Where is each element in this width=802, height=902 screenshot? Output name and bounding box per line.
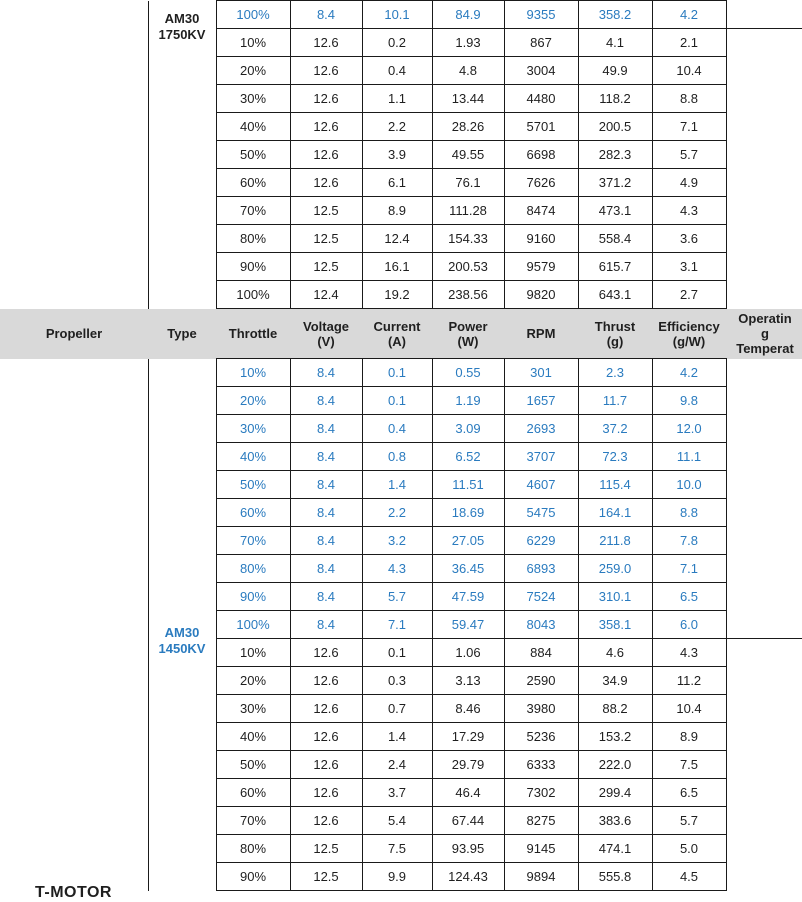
cell-rpm: 8043 bbox=[504, 611, 578, 639]
cell-efficiency: 10.0 bbox=[652, 471, 726, 499]
cell-voltage: 12.6 bbox=[290, 85, 362, 113]
header-voltage: Voltage (V) bbox=[303, 318, 349, 349]
cell-efficiency: 2.1 bbox=[652, 29, 726, 57]
operating-temperature-cell bbox=[726, 835, 802, 863]
cell-power: 124.43 bbox=[432, 863, 504, 891]
cell-voltage: 12.6 bbox=[290, 751, 362, 779]
cell-current: 2.2 bbox=[362, 113, 432, 141]
cell-power: 1.93 bbox=[432, 29, 504, 57]
cell-voltage: 12.6 bbox=[290, 695, 362, 723]
cell-current: 0.2 bbox=[362, 29, 432, 57]
cell-voltage: 12.5 bbox=[290, 197, 362, 225]
propeller-cell bbox=[0, 359, 148, 891]
header-efficiency: Efficiency (g/W) bbox=[658, 318, 720, 349]
cell-throttle: 90% bbox=[216, 253, 290, 281]
cell-power: 46.4 bbox=[432, 779, 504, 807]
cell-voltage: 8.4 bbox=[290, 1, 362, 29]
cell-efficiency: 7.1 bbox=[652, 555, 726, 583]
cell-power: 11.51 bbox=[432, 471, 504, 499]
cell-voltage: 12.6 bbox=[290, 57, 362, 85]
cell-throttle: 50% bbox=[216, 141, 290, 169]
cell-throttle: 90% bbox=[216, 863, 290, 891]
cell-voltage: 12.5 bbox=[290, 253, 362, 281]
operating-temperature-cell bbox=[726, 253, 802, 281]
cell-power: 47.59 bbox=[432, 583, 504, 611]
cell-power: 28.26 bbox=[432, 113, 504, 141]
operating-temperature-cell bbox=[726, 197, 802, 225]
cell-throttle: 60% bbox=[216, 169, 290, 197]
cell-power: 67.44 bbox=[432, 807, 504, 835]
propeller-cell bbox=[0, 1, 148, 309]
operating-temperature-cell bbox=[726, 555, 802, 583]
cell-thrust: 310.1 bbox=[578, 583, 652, 611]
cell-voltage: 8.4 bbox=[290, 471, 362, 499]
cell-current: 0.8 bbox=[362, 443, 432, 471]
header-operating-temperature: Operatin g Temperat bbox=[736, 311, 794, 356]
header-thrust: Thrust (g) bbox=[594, 318, 636, 349]
cell-thrust: 11.7 bbox=[578, 387, 652, 415]
cell-throttle: 60% bbox=[216, 779, 290, 807]
cell-throttle: 80% bbox=[216, 835, 290, 863]
operating-temperature-cell bbox=[726, 57, 802, 85]
cell-voltage: 8.4 bbox=[290, 359, 362, 387]
cell-voltage: 8.4 bbox=[290, 415, 362, 443]
cell-thrust: 200.5 bbox=[578, 113, 652, 141]
cell-throttle: 70% bbox=[216, 197, 290, 225]
cell-current: 0.1 bbox=[362, 359, 432, 387]
cell-efficiency: 5.0 bbox=[652, 835, 726, 863]
cell-throttle: 40% bbox=[216, 443, 290, 471]
cell-power: 6.52 bbox=[432, 443, 504, 471]
cell-throttle: 50% bbox=[216, 471, 290, 499]
table-header-row bbox=[0, 309, 802, 359]
cell-efficiency: 2.7 bbox=[652, 281, 726, 309]
cell-rpm: 7626 bbox=[504, 169, 578, 197]
cell-power: 111.28 bbox=[432, 197, 504, 225]
cell-power: 36.45 bbox=[432, 555, 504, 583]
type-cell bbox=[148, 359, 216, 891]
cell-efficiency: 7.8 bbox=[652, 527, 726, 555]
operating-temperature-cell bbox=[726, 611, 802, 639]
cell-current: 0.4 bbox=[362, 57, 432, 85]
cell-throttle: 20% bbox=[216, 667, 290, 695]
cell-thrust: 88.2 bbox=[578, 695, 652, 723]
cell-efficiency: 5.7 bbox=[652, 141, 726, 169]
cell-rpm: 9160 bbox=[504, 225, 578, 253]
cell-throttle: 40% bbox=[216, 723, 290, 751]
cell-throttle: 20% bbox=[216, 387, 290, 415]
cell-voltage: 12.6 bbox=[290, 113, 362, 141]
operating-temperature-cell bbox=[726, 443, 802, 471]
cell-efficiency: 6.5 bbox=[652, 583, 726, 611]
cell-voltage: 12.6 bbox=[290, 807, 362, 835]
cell-voltage: 12.6 bbox=[290, 639, 362, 667]
operating-temperature-cell bbox=[726, 1, 802, 29]
motor-type-label: AM30 1450KV bbox=[158, 624, 206, 656]
cell-power: 49.55 bbox=[432, 141, 504, 169]
cell-efficiency: 4.9 bbox=[652, 169, 726, 197]
operating-temperature-cell bbox=[726, 695, 802, 723]
cell-thrust: 164.1 bbox=[578, 499, 652, 527]
cell-voltage: 8.4 bbox=[290, 611, 362, 639]
cell-current: 16.1 bbox=[362, 253, 432, 281]
operating-temperature-cell bbox=[726, 85, 802, 113]
cell-power: 4.8 bbox=[432, 57, 504, 85]
cell-power: 13.44 bbox=[432, 85, 504, 113]
cell-voltage: 12.6 bbox=[290, 723, 362, 751]
cell-voltage: 8.4 bbox=[290, 527, 362, 555]
cell-voltage: 12.5 bbox=[290, 225, 362, 253]
cell-rpm: 6333 bbox=[504, 751, 578, 779]
cell-throttle: 60% bbox=[216, 499, 290, 527]
cell-thrust: 34.9 bbox=[578, 667, 652, 695]
cell-thrust: 115.4 bbox=[578, 471, 652, 499]
cell-efficiency: 6.5 bbox=[652, 779, 726, 807]
cell-power: 93.95 bbox=[432, 835, 504, 863]
cell-efficiency: 10.4 bbox=[652, 57, 726, 85]
cell-voltage: 12.5 bbox=[290, 835, 362, 863]
cell-thrust: 37.2 bbox=[578, 415, 652, 443]
cell-throttle: 50% bbox=[216, 751, 290, 779]
operating-temperature-cell bbox=[726, 169, 802, 197]
cell-rpm: 3980 bbox=[504, 695, 578, 723]
cell-power: 0.55 bbox=[432, 359, 504, 387]
cell-rpm: 9145 bbox=[504, 835, 578, 863]
cell-current: 2.2 bbox=[362, 499, 432, 527]
cell-power: 18.69 bbox=[432, 499, 504, 527]
cell-efficiency: 11.1 bbox=[652, 443, 726, 471]
cell-voltage: 8.4 bbox=[290, 499, 362, 527]
cell-thrust: 222.0 bbox=[578, 751, 652, 779]
operating-temperature-cell bbox=[726, 225, 802, 253]
cell-efficiency: 7.1 bbox=[652, 113, 726, 141]
cell-current: 12.4 bbox=[362, 225, 432, 253]
cell-thrust: 383.6 bbox=[578, 807, 652, 835]
cell-rpm: 8474 bbox=[504, 197, 578, 225]
operating-temperature-cell bbox=[726, 807, 802, 835]
operating-temperature-cell bbox=[726, 863, 802, 891]
operating-temperature-cell bbox=[726, 639, 802, 667]
cell-voltage: 12.6 bbox=[290, 141, 362, 169]
cell-current: 5.7 bbox=[362, 583, 432, 611]
cell-rpm: 4480 bbox=[504, 85, 578, 113]
table-row bbox=[0, 359, 802, 387]
cell-voltage: 12.6 bbox=[290, 169, 362, 197]
cell-rpm: 1657 bbox=[504, 387, 578, 415]
operating-temperature-cell bbox=[726, 281, 802, 309]
cell-current: 7.1 bbox=[362, 611, 432, 639]
cell-thrust: 153.2 bbox=[578, 723, 652, 751]
cell-rpm: 3004 bbox=[504, 57, 578, 85]
cell-efficiency: 6.0 bbox=[652, 611, 726, 639]
cell-power: 29.79 bbox=[432, 751, 504, 779]
cell-efficiency: 5.7 bbox=[652, 807, 726, 835]
header-power: Power (W) bbox=[448, 318, 488, 349]
cell-power: 84.9 bbox=[432, 1, 504, 29]
cell-current: 2.4 bbox=[362, 751, 432, 779]
cell-voltage: 8.4 bbox=[290, 387, 362, 415]
cell-throttle: 90% bbox=[216, 583, 290, 611]
cell-thrust: 211.8 bbox=[578, 527, 652, 555]
operating-temperature-cell bbox=[726, 387, 802, 415]
cell-current: 0.4 bbox=[362, 415, 432, 443]
cell-rpm: 6229 bbox=[504, 527, 578, 555]
cell-current: 9.9 bbox=[362, 863, 432, 891]
cell-current: 1.4 bbox=[362, 471, 432, 499]
cell-throttle: 80% bbox=[216, 225, 290, 253]
cell-power: 76.1 bbox=[432, 169, 504, 197]
header-rpm: RPM bbox=[526, 326, 556, 341]
operating-temperature-cell bbox=[726, 415, 802, 443]
cell-throttle: 30% bbox=[216, 85, 290, 113]
cell-current: 3.7 bbox=[362, 779, 432, 807]
brand-logo-text: T-MOTOR bbox=[35, 884, 112, 901]
cell-throttle: 10% bbox=[216, 29, 290, 57]
cell-throttle: 100% bbox=[216, 611, 290, 639]
cell-voltage: 12.5 bbox=[290, 863, 362, 891]
cell-current: 3.9 bbox=[362, 141, 432, 169]
cell-efficiency: 11.2 bbox=[652, 667, 726, 695]
operating-temperature-cell bbox=[726, 779, 802, 807]
cell-rpm: 5236 bbox=[504, 723, 578, 751]
cell-power: 8.46 bbox=[432, 695, 504, 723]
cell-current: 0.1 bbox=[362, 387, 432, 415]
cell-throttle: 10% bbox=[216, 639, 290, 667]
table-row bbox=[0, 1, 802, 29]
cell-rpm: 2590 bbox=[504, 667, 578, 695]
operating-temperature-cell bbox=[726, 527, 802, 555]
cell-throttle: 30% bbox=[216, 695, 290, 723]
cell-throttle: 100% bbox=[216, 281, 290, 309]
cell-power: 3.09 bbox=[432, 415, 504, 443]
cell-efficiency: 10.4 bbox=[652, 695, 726, 723]
cell-power: 17.29 bbox=[432, 723, 504, 751]
cell-rpm: 5475 bbox=[504, 499, 578, 527]
cell-current: 0.7 bbox=[362, 695, 432, 723]
cell-thrust: 259.0 bbox=[578, 555, 652, 583]
header-current: Current (A) bbox=[373, 318, 421, 349]
operating-temperature-cell bbox=[726, 723, 802, 751]
cell-efficiency: 3.1 bbox=[652, 253, 726, 281]
cell-current: 3.2 bbox=[362, 527, 432, 555]
cell-rpm: 9820 bbox=[504, 281, 578, 309]
cell-current: 7.5 bbox=[362, 835, 432, 863]
cell-throttle: 10% bbox=[216, 359, 290, 387]
cell-power: 1.06 bbox=[432, 639, 504, 667]
cell-current: 4.3 bbox=[362, 555, 432, 583]
cell-efficiency: 9.8 bbox=[652, 387, 726, 415]
cell-voltage: 8.4 bbox=[290, 555, 362, 583]
cell-thrust: 299.4 bbox=[578, 779, 652, 807]
cell-throttle: 40% bbox=[216, 113, 290, 141]
cell-efficiency: 12.0 bbox=[652, 415, 726, 443]
cell-voltage: 8.4 bbox=[290, 443, 362, 471]
cell-efficiency: 4.2 bbox=[652, 359, 726, 387]
cell-rpm: 3707 bbox=[504, 443, 578, 471]
operating-temperature-cell bbox=[726, 667, 802, 695]
cell-rpm: 6893 bbox=[504, 555, 578, 583]
cell-thrust: 4.6 bbox=[578, 639, 652, 667]
cell-thrust: 358.1 bbox=[578, 611, 652, 639]
cell-throttle: 70% bbox=[216, 807, 290, 835]
cell-efficiency: 4.3 bbox=[652, 639, 726, 667]
cell-current: 1.1 bbox=[362, 85, 432, 113]
cell-thrust: 72.3 bbox=[578, 443, 652, 471]
operating-temperature-cell bbox=[726, 141, 802, 169]
cell-efficiency: 4.5 bbox=[652, 863, 726, 891]
cell-rpm: 5701 bbox=[504, 113, 578, 141]
cell-voltage: 12.6 bbox=[290, 29, 362, 57]
cell-voltage: 8.4 bbox=[290, 583, 362, 611]
cell-power: 154.33 bbox=[432, 225, 504, 253]
cell-voltage: 12.4 bbox=[290, 281, 362, 309]
operating-temperature-cell bbox=[726, 583, 802, 611]
operating-temperature-cell bbox=[726, 471, 802, 499]
cell-current: 5.4 bbox=[362, 807, 432, 835]
operating-temperature-cell bbox=[726, 359, 802, 387]
cell-rpm: 7302 bbox=[504, 779, 578, 807]
cell-current: 6.1 bbox=[362, 169, 432, 197]
cell-throttle: 70% bbox=[216, 527, 290, 555]
cell-rpm: 6698 bbox=[504, 141, 578, 169]
cell-current: 0.1 bbox=[362, 639, 432, 667]
cell-current: 8.9 bbox=[362, 197, 432, 225]
cell-thrust: 474.1 bbox=[578, 835, 652, 863]
cell-rpm: 9355 bbox=[504, 1, 578, 29]
cell-throttle: 30% bbox=[216, 415, 290, 443]
cell-power: 3.13 bbox=[432, 667, 504, 695]
cell-efficiency: 3.6 bbox=[652, 225, 726, 253]
operating-temperature-cell bbox=[726, 751, 802, 779]
cell-thrust: 358.2 bbox=[578, 1, 652, 29]
cell-throttle: 20% bbox=[216, 57, 290, 85]
cell-thrust: 371.2 bbox=[578, 169, 652, 197]
cell-thrust: 49.9 bbox=[578, 57, 652, 85]
cell-thrust: 4.1 bbox=[578, 29, 652, 57]
operating-temperature-cell bbox=[726, 29, 802, 57]
cell-thrust: 473.1 bbox=[578, 197, 652, 225]
cell-efficiency: 4.3 bbox=[652, 197, 726, 225]
cell-voltage: 12.6 bbox=[290, 779, 362, 807]
cell-rpm: 9579 bbox=[504, 253, 578, 281]
motor-type-label: AM30 1750KV bbox=[158, 10, 206, 42]
header-type: Type bbox=[167, 326, 197, 341]
cell-rpm: 8275 bbox=[504, 807, 578, 835]
cell-thrust: 555.8 bbox=[578, 863, 652, 891]
cell-current: 0.3 bbox=[362, 667, 432, 695]
cell-power: 27.05 bbox=[432, 527, 504, 555]
cell-rpm: 7524 bbox=[504, 583, 578, 611]
cell-rpm: 9894 bbox=[504, 863, 578, 891]
cell-power: 200.53 bbox=[432, 253, 504, 281]
cell-rpm: 2693 bbox=[504, 415, 578, 443]
cell-current: 19.2 bbox=[362, 281, 432, 309]
cell-thrust: 558.4 bbox=[578, 225, 652, 253]
operating-temperature-cell bbox=[726, 499, 802, 527]
cell-thrust: 2.3 bbox=[578, 359, 652, 387]
type-cell bbox=[148, 1, 216, 309]
cell-power: 238.56 bbox=[432, 281, 504, 309]
cell-current: 10.1 bbox=[362, 1, 432, 29]
cell-throttle: 100% bbox=[216, 1, 290, 29]
cell-thrust: 615.7 bbox=[578, 253, 652, 281]
cell-efficiency: 7.5 bbox=[652, 751, 726, 779]
cell-current: 1.4 bbox=[362, 723, 432, 751]
cell-efficiency: 4.2 bbox=[652, 1, 726, 29]
cell-power: 1.19 bbox=[432, 387, 504, 415]
operating-temperature-cell bbox=[726, 113, 802, 141]
header-propeller: Propeller bbox=[45, 326, 103, 341]
cell-thrust: 118.2 bbox=[578, 85, 652, 113]
cell-thrust: 643.1 bbox=[578, 281, 652, 309]
header-throttle: Throttle bbox=[228, 326, 278, 341]
cell-efficiency: 8.9 bbox=[652, 723, 726, 751]
cell-rpm: 4607 bbox=[504, 471, 578, 499]
cell-rpm: 884 bbox=[504, 639, 578, 667]
cell-thrust: 282.3 bbox=[578, 141, 652, 169]
cell-power: 59.47 bbox=[432, 611, 504, 639]
cell-rpm: 867 bbox=[504, 29, 578, 57]
cell-efficiency: 8.8 bbox=[652, 499, 726, 527]
cell-efficiency: 8.8 bbox=[652, 85, 726, 113]
cell-voltage: 12.6 bbox=[290, 667, 362, 695]
cell-rpm: 301 bbox=[504, 359, 578, 387]
cell-throttle: 80% bbox=[216, 555, 290, 583]
